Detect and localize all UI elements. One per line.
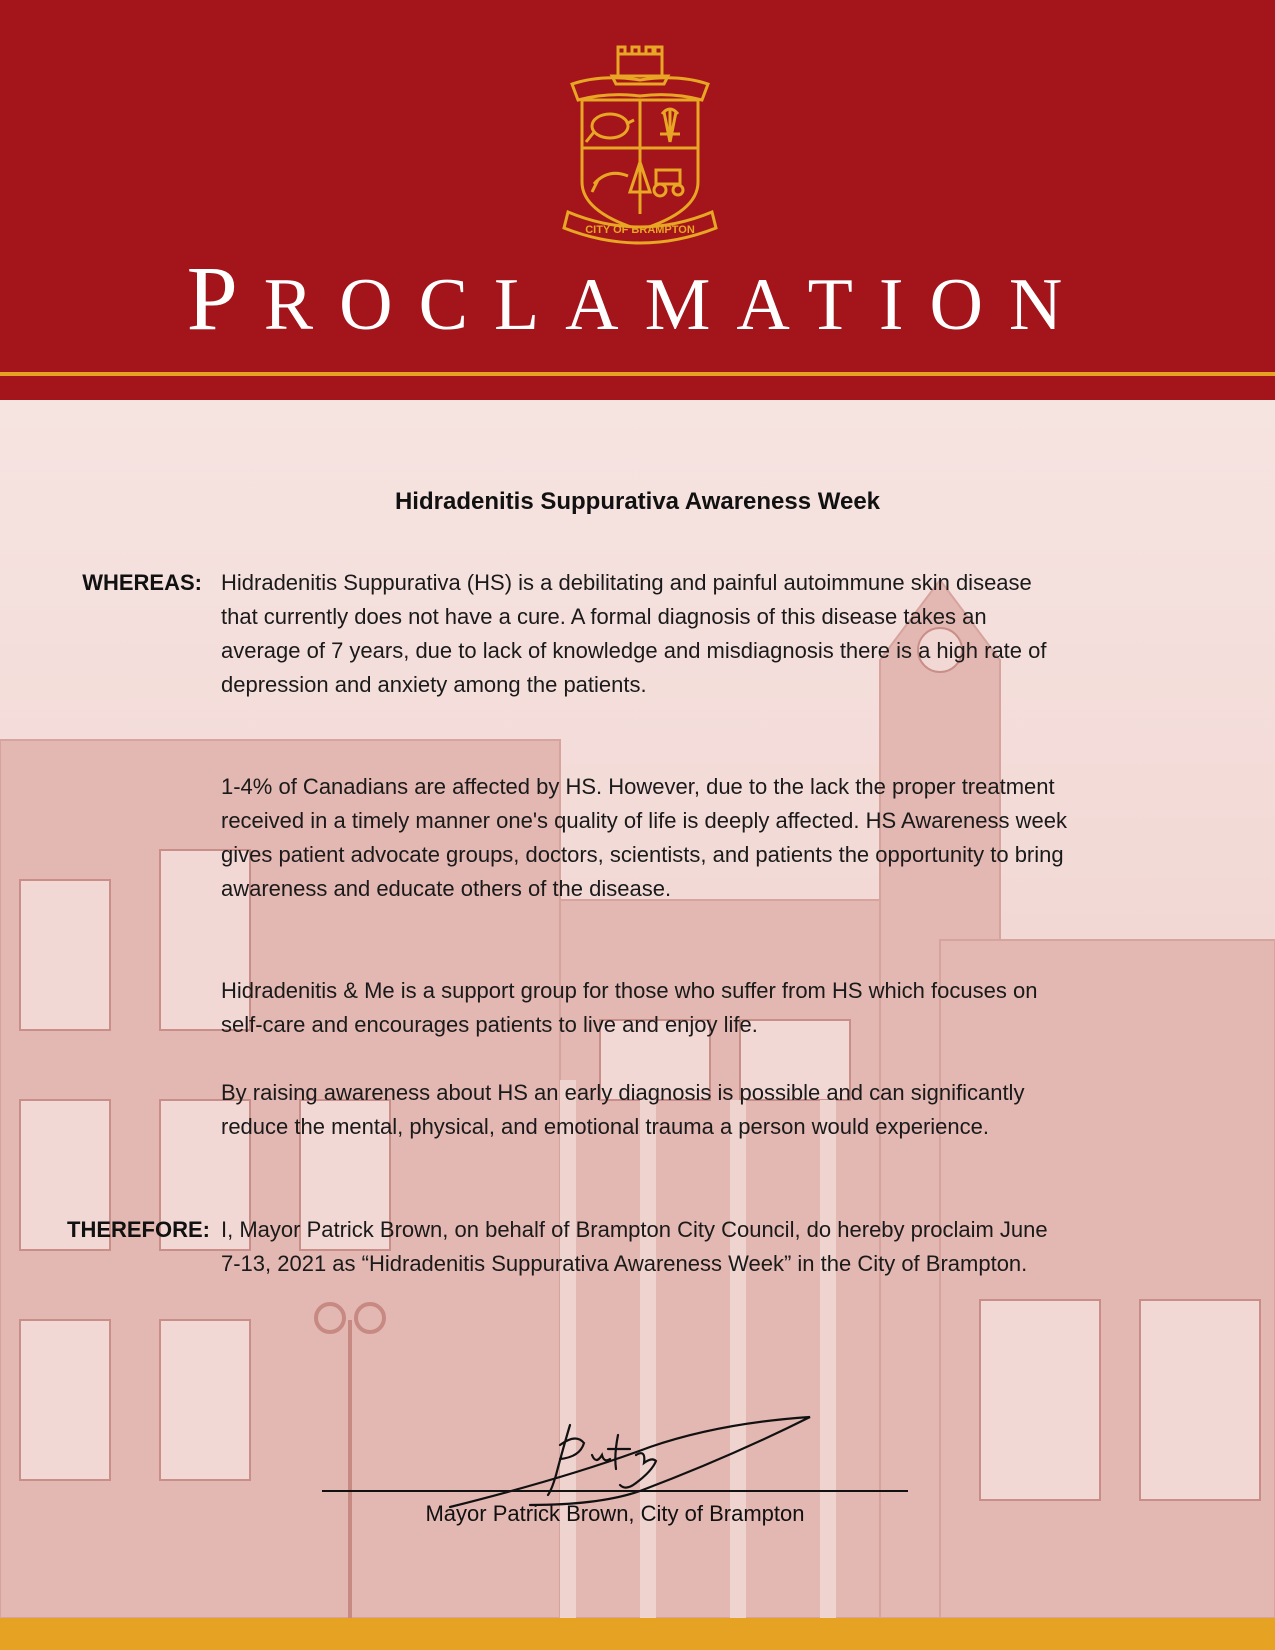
header-lower-band bbox=[0, 376, 1275, 400]
whereas-paragraph-1: Hidradenitis Suppurativa (HS) is a debilitating and painful autoimmune skin disease that currently does not have a cure. A formal diagnosis of this disease takes an average of 7 years, due to lack of knowledge and misdiagnosis there is a high rate of depression and anxiety among the patients. bbox=[221, 570, 1047, 697]
therefore-paragraph: I, Mayor Patrick Brown, on behalf of Brampton City Council, do hereby proclaim June 7-13, 2021 as “Hidradenitis Suppurativa Awareness Week” in the City of Brampton. bbox=[221, 1217, 1048, 1276]
proclamation-heading: Hidradenitis Suppurativa Awareness Week bbox=[394, 488, 881, 515]
footer-gold-band bbox=[0, 1618, 1275, 1650]
title-rest: ROCLAMATION bbox=[263, 264, 1089, 346]
title-initial: P bbox=[186, 247, 264, 349]
page-title bbox=[0, 248, 1275, 355]
signature-line bbox=[322, 1490, 908, 1492]
whereas-label: WHEREAS: bbox=[82, 570, 202, 595]
whereas-paragraph-2: 1-4% of Canadians are affected by HS. However, due to the lack the proper treatment received in a timely manner one's quality of life is deeply affected. HS Awareness week gives patient advocate groups, doctors, scientists, and patients the opportunity to bring awareness and educate others of the disease. bbox=[221, 774, 1067, 901]
whereas-paragraph-4: By raising awareness about HS an early diagnosis is possible and can significantly reduce the mental, physical, and emotional trauma a person would experience. bbox=[221, 1080, 1025, 1139]
seal-text: CITY OF BRAMPTON bbox=[585, 224, 695, 236]
signatory-name: Mayor Patrick Brown, City of Brampton bbox=[425, 1501, 805, 1526]
whereas-paragraph-3: Hidradenitis & Me is a support group for those who suffer from HS which focuses on self-care and encourages patients to live and enjoy life. bbox=[221, 978, 1038, 1037]
therefore-label: THEREFORE: bbox=[67, 1217, 210, 1242]
city-crest-icon bbox=[552, 44, 728, 250]
